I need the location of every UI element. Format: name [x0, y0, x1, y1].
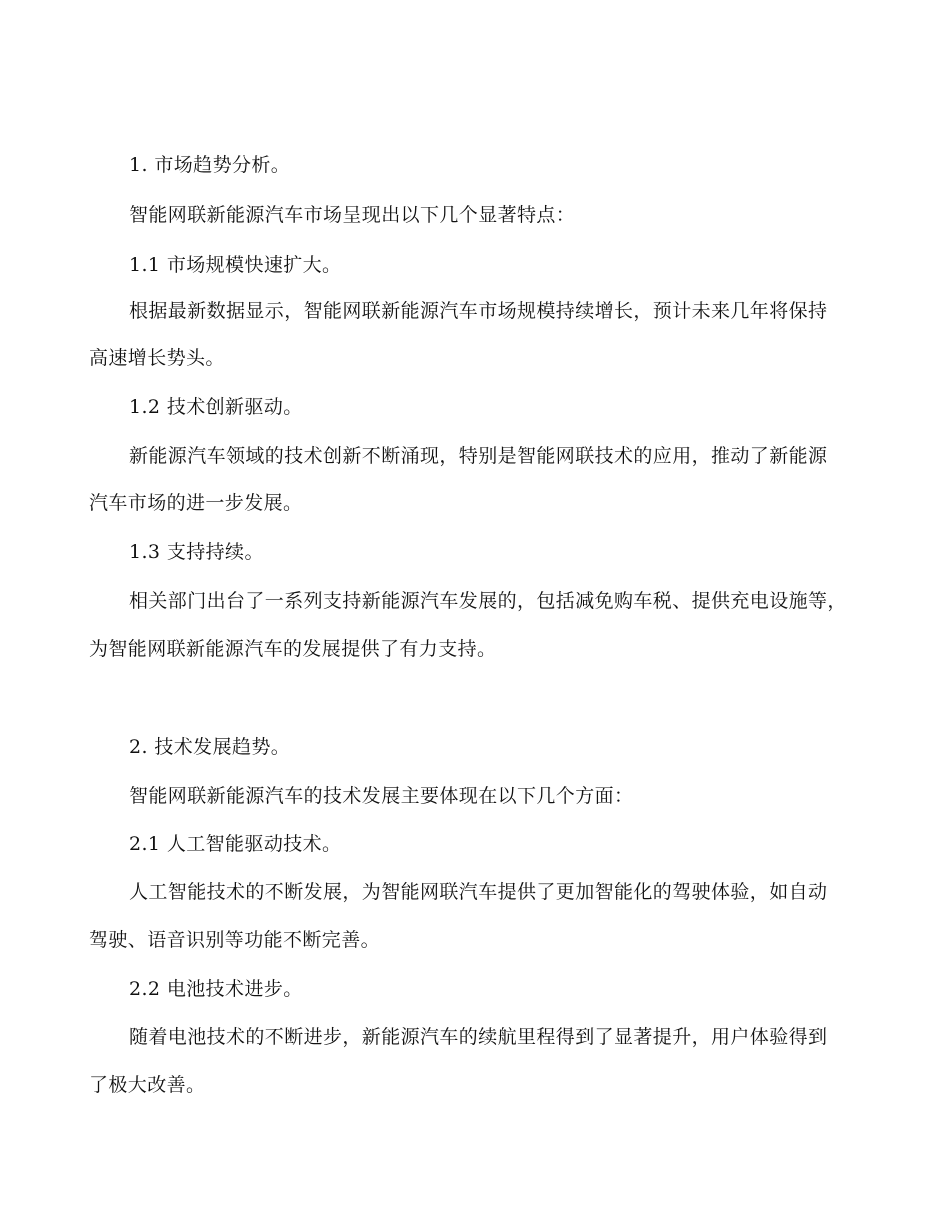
subsection-1-3-title: 1.3 支持持续。: [129, 541, 264, 563]
paragraph-line: 为智能网联新能源汽车的发展提供了有力支持。: [89, 638, 497, 660]
paragraph-line: 新能源汽车领域的技术创新不断涌现，特别是智能网联技术的应用，推动了新能源: [129, 445, 828, 467]
paragraph-line: 汽车市场的进一步发展。: [89, 492, 303, 514]
paragraph-line: 了极大改善。: [89, 1074, 206, 1096]
paragraph-line: 随着电池技术的不断进步，新能源汽车的续航里程得到了显著提升，用户体验得到: [129, 1026, 828, 1048]
section-2-heading: 2. 技术发展趋势。: [129, 736, 291, 758]
subsection-2-1-title: 2.1 人工智能驱动技术。: [129, 833, 342, 855]
section-1-intro: 智能网联新能源汽车市场呈现出以下几个显著特点：: [129, 204, 576, 226]
subsection-1-1-title: 1.1 市场规模快速扩大。: [129, 254, 342, 276]
subsection-2-2-title: 2.2 电池技术进步。: [129, 978, 303, 1000]
paragraph-line: 高速增长势头。: [89, 347, 225, 369]
paragraph-line: 根据最新数据显示，智能网联新能源汽车市场规模持续增长，预计未来几年将保持: [129, 300, 828, 322]
paragraph-line: 驾驶、语音识别等功能不断完善。: [89, 929, 381, 951]
paragraph-line: 相关部门出台了一系列支持新能源汽车发展的，包括减免购车税、提供充电设施等，: [129, 590, 847, 612]
section-1-heading: 1. 市场趋势分析。: [129, 154, 291, 176]
section-2-intro: 智能网联新能源汽车的技术发展主要体现在以下几个方面：: [129, 785, 634, 807]
paragraph-line: 人工智能技术的不断发展，为智能网联汽车提供了更加智能化的驾驶体验，如自动: [129, 881, 828, 903]
subsection-1-2-title: 1.2 技术创新驱动。: [129, 396, 303, 418]
